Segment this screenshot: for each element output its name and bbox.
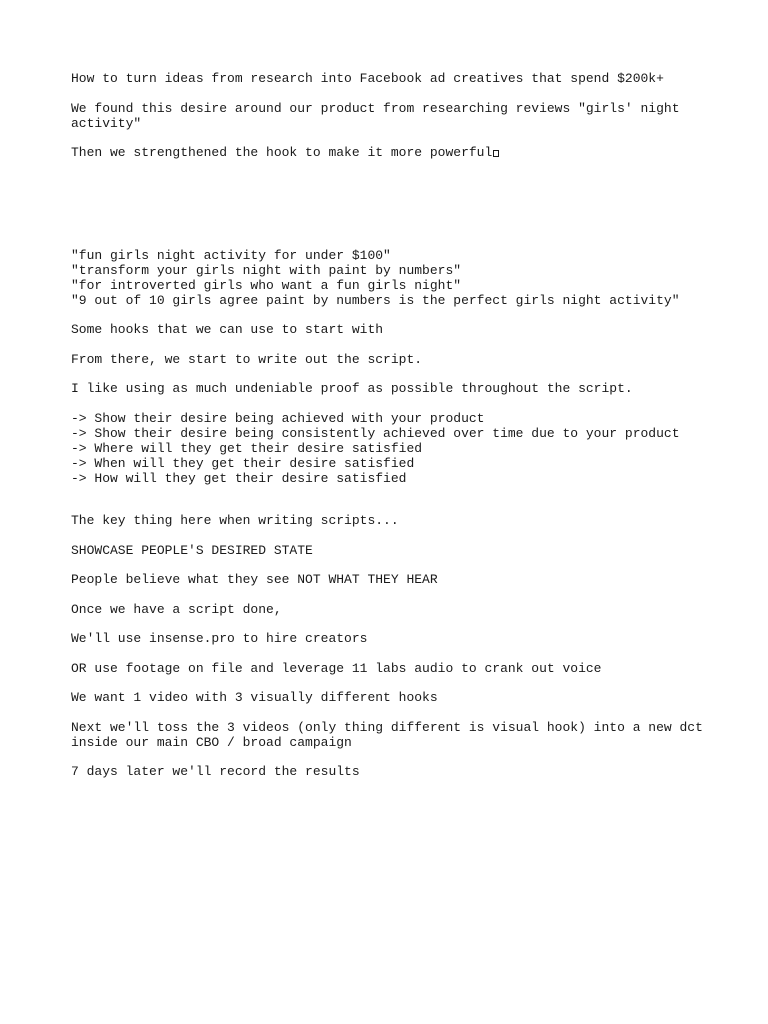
insense-paragraph: We'll use insense.pro to hire creators bbox=[71, 631, 368, 646]
proof-point: -> Show their desire being achieved with your product bbox=[71, 410, 485, 426]
proof-paragraph: I like using as much undeniable proof as possible throughout the script. bbox=[71, 381, 633, 396]
proof-point: -> Where will they get their desire satisfied bbox=[71, 440, 423, 456]
strengthen-text: Then we strengthened the hook to make it more powerful bbox=[71, 145, 493, 160]
proof-points-list bbox=[71, 411, 731, 486]
hooks-list bbox=[71, 248, 731, 308]
hook-line: "transform your girls night with paint by numbers" bbox=[71, 262, 462, 278]
key-thing-paragraph: The key thing here when writing scripts... bbox=[71, 513, 399, 528]
proof-point: -> When will they get their desire satisfied bbox=[71, 455, 415, 471]
document-body bbox=[71, 71, 731, 794]
hook-line: "9 out of 10 girls agree paint by numbers is the perfect girls night activity" bbox=[71, 292, 680, 308]
missing-glyph-icon bbox=[493, 150, 499, 157]
showcase-heading: SHOWCASE PEOPLE'S DESIRED STATE bbox=[71, 542, 313, 558]
results-paragraph: 7 days later we'll record the results bbox=[71, 764, 360, 779]
strengthen-paragraph bbox=[71, 145, 731, 160]
script-start-paragraph: From there, we start to write out the script. bbox=[71, 351, 423, 367]
proof-point: -> Show their desire being consistently achieved over time due to your product bbox=[71, 425, 680, 441]
hook-line: "for introverted girls who want a fun girls night" bbox=[71, 277, 462, 293]
intro-paragraph: We found this desire around our product from researching reviews "girls' night activity" bbox=[71, 100, 688, 131]
hook-line: "fun girls night activity for under $100" bbox=[71, 247, 391, 263]
spacer bbox=[71, 175, 731, 248]
spacer bbox=[71, 500, 731, 513]
hooks-note: Some hooks that we can use to start with bbox=[71, 322, 384, 337]
one-video-paragraph: We want 1 video with 3 visually different hooks bbox=[71, 690, 438, 705]
doc-title: How to turn ideas from research into Facebook ad creatives that spend $200k+ bbox=[71, 71, 664, 86]
proof-point: -> How will they get their desire satisfied bbox=[71, 470, 407, 486]
once-paragraph: Once we have a script done, bbox=[71, 601, 282, 617]
toss-paragraph: Next we'll toss the 3 videos (only thing different is visual hook) into a new dct inside our main CBO / broad campaign bbox=[71, 719, 711, 750]
footage-paragraph: OR use footage on file and leverage 11 labs audio to crank out voice bbox=[71, 660, 602, 676]
believe-paragraph: People believe what they see NOT WHAT THEY HEAR bbox=[71, 572, 438, 587]
